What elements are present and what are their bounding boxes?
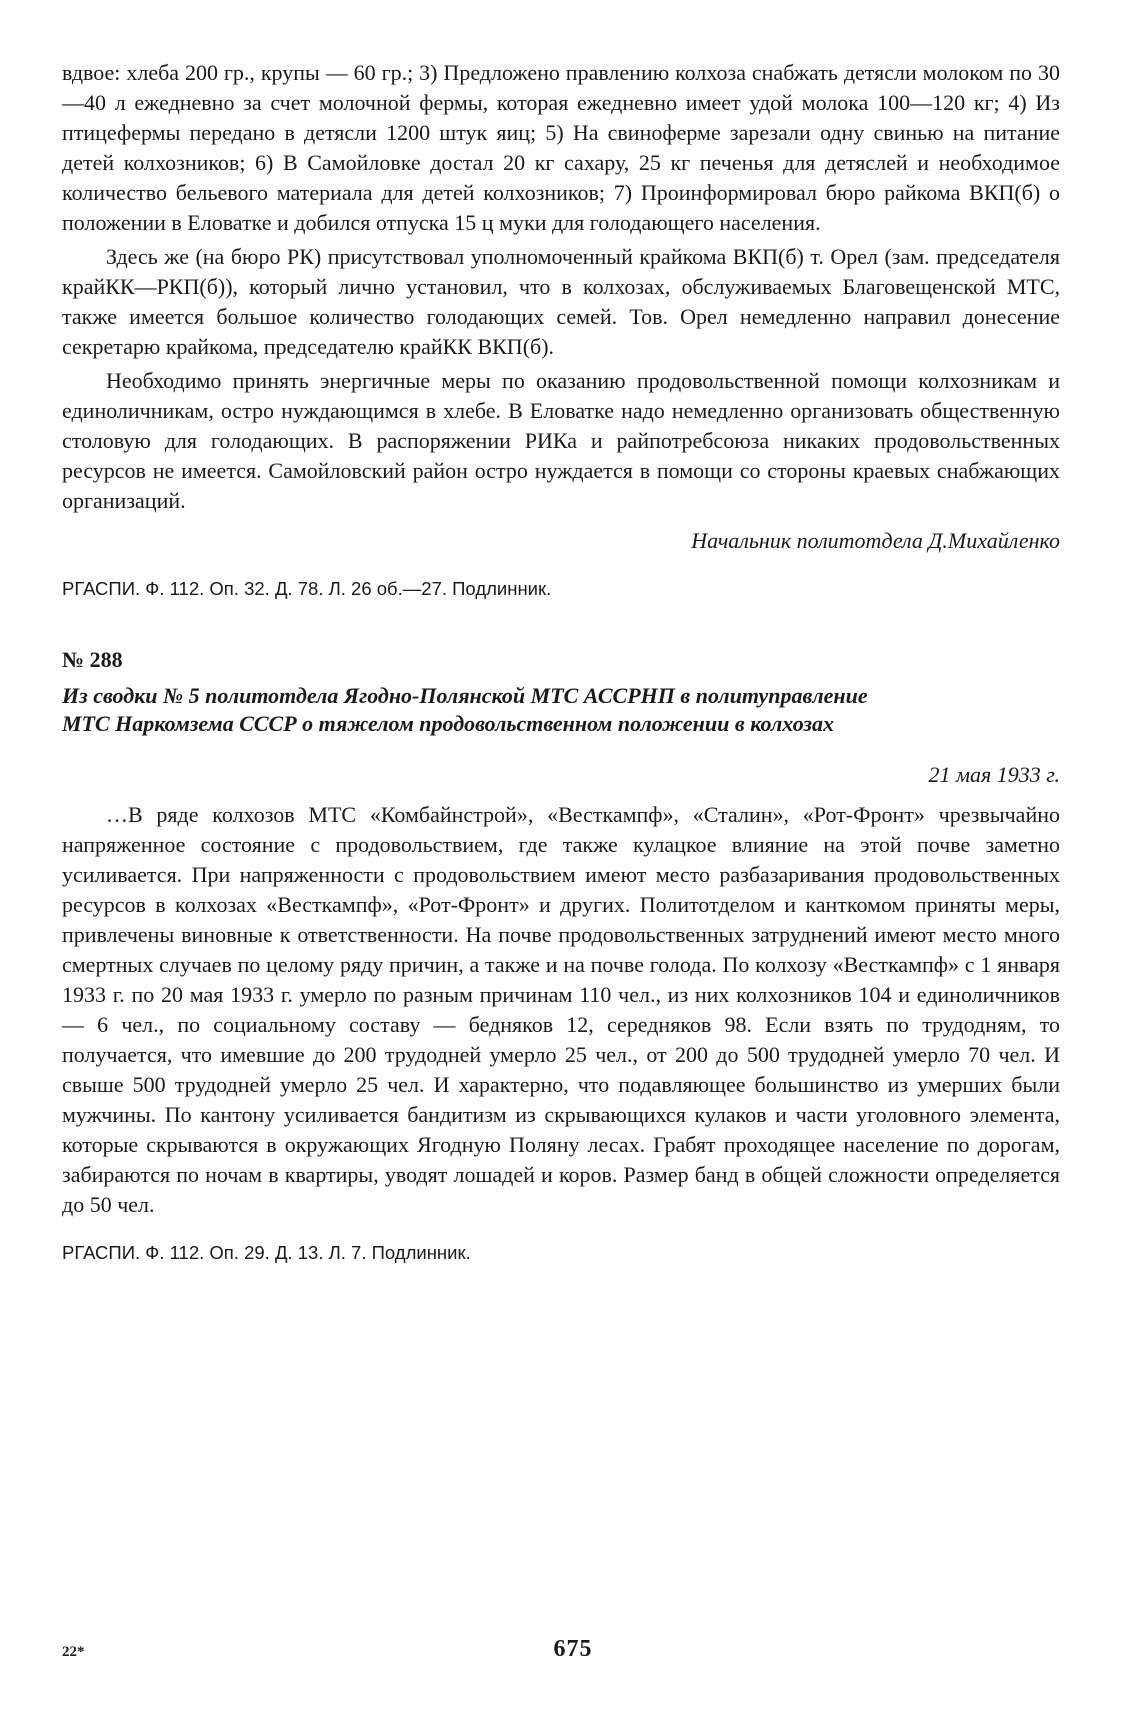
text-column (62, 58, 1060, 1266)
document-date: 21 мая 1933 г. (928, 762, 1060, 787)
document-body-paragraph: …В ряде колхозов МТС «Комбайнстрой», «Весткампф», «Сталин», «Рот-Фронт» чрезвычайно напряженное состояние с продовольствием, где также кулацкое влияние на этой почве заметно усиливается. При напряженности с продовольствием имеют место разбазаривания продовольственных ресурсов в колхозах «Весткампф», «Рот-Фронт» и других. Политотделом и канткомом приняты меры, привлечены виновные к ответственности. На почве продовольственных затруднений имеют место много смертных случаев по целому ряду причин, а также и на почве голода. По колхозу «Весткампф» с 1 января 1933 г. по 20 мая 1933 г. умерло по разным причинам 110 чел., из них колхозников 104 и единоличников — 6 чел., по социальному составу — бедняков 12, середняков 98. Если взять по трудодням, то получается, что имевшие до 200 трудодней умерло 25 чел., от 200 до 500 трудодней умерло 70 чел. И свыше 500 трудодней умерло 25 чел. И характерно, что подавляющее большинство из умерших были мужчины. По кантону усиливается бандитизм из скрывающихся кулаков и части уголовного элемента, которые скрываются в окружающих Ягодную Поляну лесах. Грабят проходящее население по дорогам, забираются по ночам в квартиры, уводят лошадей и коров. Размер банд в общей сложности определяется до 50 чел. (62, 802, 1060, 1217)
archive-reference-288: РГАСПИ. Ф. 112. Оп. 29. Д. 13. Л. 7. Подлинник. (62, 1242, 471, 1263)
printer-signature-mark: 22* (62, 1644, 85, 1660)
paragraph-2: Здесь же (на бюро РК) присутствовал уполномоченный крайкома ВКП(б) т. Орел (зам. председателя крайКК—РКП(б)), который лично установил, что в колхозах, обслуживаемых Благовещенской МТС, также имеется большое количество голодающих семей. Тов. Орел немедленно направил донесение секретарю крайкома, председателю крайКК ВКП(б). (62, 244, 1060, 359)
document-288 (62, 646, 1060, 1266)
paragraph-3: Необходимо принять энергичные меры по оказанию продовольственной помощи колхозникам и единоличникам, остро нуждающимся в хлебе. В Еловатке надо немедленно организовать общественную столовую для голодающих. В распоряжении РИКа и райпотребсоюза никаких продовольственных ресурсов не имеется. Самойловский район остро нуждается в помощи со стороны краевых снабжающих организаций. (62, 368, 1060, 513)
page-footer (0, 1636, 1146, 1670)
paragraph-1: вдвое: хлеба 200 гр., крупы — 60 гр.; 3) Предложено правлению колхоза снабжать детясли молоком по 30—40 л ежедневно за счет молочной фермы, которая ежедневно имеет удой молока 100—120 кг; 4) Из птицефермы передано в детясли 1200 штук яиц; 5) На свиноферме зарезали одну свинью на питание детей колхозников; 6) В Самойловке достал 20 кг сахару, 25 кг печенья для детяслей и необходимое количество бельевого материала для детей колхозников; 7) Проинформировал бюро райкома ВКП(б) о положении в Еловатке и добился отпуска 15 ц муки для голодающего населения. (62, 60, 1060, 235)
archive-reference: РГАСПИ. Ф. 112. Оп. 32. Д. 78. Л. 26 об.—27. Подлинник. (62, 578, 552, 599)
document-number: № 288 (62, 647, 123, 672)
page-number: 675 (553, 1636, 593, 1662)
signature-line: Начальник политотдела Д.Михайленко (691, 528, 1060, 553)
document-title: Из сводки № 5 политотдела Ягодно-Полянской МТС АССРНП в политуправление МТС Наркомзема СССР о тяжелом продовольственном положении в колхозах (62, 683, 868, 736)
previous-document-continuation (62, 58, 1060, 602)
